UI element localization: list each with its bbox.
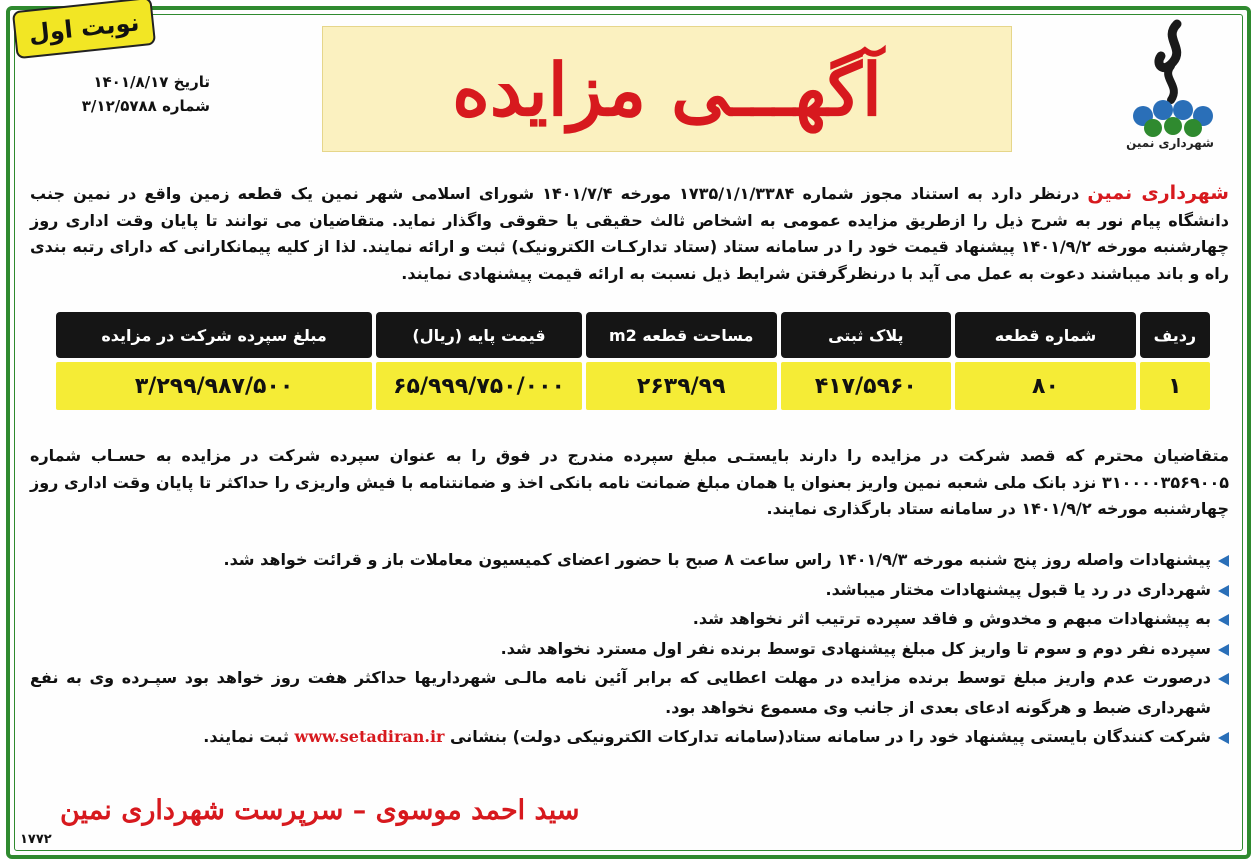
edition-badge: نوبت اول xyxy=(12,0,156,59)
notice-meta xyxy=(40,70,210,118)
table-header: قیمت پایه (ریال) xyxy=(376,312,582,358)
table-cell: ۱ xyxy=(1140,362,1210,410)
last-item-text: شرکت کنندگان بایستی پیشنهاد خود را در سامانه ستاد(سامانه تدارکات الکترونیکی دولت) بنشانی xyxy=(444,727,1211,746)
table-cell: ۳/۲۹۹/۹۸۷/۵۰۰ xyxy=(56,362,372,410)
number-value: ۳/۱۲/۵۷۸۸ xyxy=(81,97,157,115)
signature: سید احمد موسوی – سرپرست شهرداری نمین xyxy=(60,795,580,826)
table-header-row xyxy=(56,312,1210,358)
table-header: مبلغ سپرده شرکت در مزایده xyxy=(56,312,372,358)
page-number: ۱۷۷۲ xyxy=(20,832,52,847)
number-line xyxy=(40,94,210,118)
municipality-logo-icon xyxy=(1115,16,1225,156)
date-label: تاریخ xyxy=(173,73,210,91)
setadiran-link[interactable]: www.setadiran.ir xyxy=(294,727,445,746)
deposit-paragraph: متقاضیان محترم که قصد شرکت در مزایده را دارند بایستـی مبلغ سپرده مندرج در فوق را به عنوان سپرده شرکت در مزایده به حسـاب شماره ۳۱۰۰۰۰۳۵۶۹۰۰۵ نزد بانک ملی شعبه نمین واریز بعنوان یا همان مبلغ ضمانت نامه بانکی اخذ و ضمانتنامه با فیش واریزی را حداکثر تا پایان وقت اداری روز چهارشنبه مورخه ۱۴۰۱/۹/۲ در سامانه ستاد بارگذاری نمایند. xyxy=(30,446,1229,518)
table-cell: ۴۱۷/۵۹۶۰ xyxy=(781,362,952,410)
conditions-list xyxy=(30,545,1229,752)
table-cell: ۸۰ xyxy=(955,362,1136,410)
date-value: ۱۴۰۱/۸/۱۷ xyxy=(93,73,169,91)
intro-paragraph xyxy=(30,180,1229,287)
number-label: شماره xyxy=(162,97,210,115)
table-header: ردیف xyxy=(1140,312,1210,358)
last-item-tail: ثبت نمایند. xyxy=(203,727,295,746)
intro-highlight: شهرداری نمین xyxy=(1087,182,1229,204)
intro-text: درنظر دارد به استناد مجوز شماره ۱۷۳۵/۱/۱/۳۳۸۴ مورخه ۱۴۰۱/۷/۴ شورای اسلامی شهر نمین یک قطعه زمین واقع در نمین جنب دانشگاه پیام نور به شرح ذیل را ازطریق مزایده عمومی به اشخاص ثالث حقیقی یا حقوقی واگذار نماید. متقاضیان می توانند تا پایان وقت اداری روز چهارشنبه مورخه ۱۴۰۱/۹/۲ پیشنهاد قیمت خود را در سامانه ستاد (ستاد تدارکـات الکترونیک) ثبت و ارائه نمایند. لذا از کلیه پیمانکارانی که دارای رتبه بندی راه و باند میباشند دعوت به عمل می آید با درنظرگرفتن شرایط ذیل نسبت به ارائه قیمت پیشنهادی نمایند. xyxy=(30,184,1229,283)
table-cell: ۲۶۳۹/۹۹ xyxy=(586,362,777,410)
date-line xyxy=(40,70,210,94)
list-item: سپرده نفر دوم و سوم تا واریز کل مبلغ پیشنهادی توسط برنده نفر اول مسترد نخواهد شد. xyxy=(30,634,1229,664)
table-header: شماره قطعه xyxy=(955,312,1136,358)
table-header: پلاک ثبتی xyxy=(781,312,952,358)
title-box xyxy=(322,26,1012,152)
logo-caption: شهرداری نمین xyxy=(1126,136,1214,150)
list-item: شهرداری در رد یا قبول پیشنهادات مختار میباشد. xyxy=(30,575,1229,605)
table-header: مساحت قطعه m2 xyxy=(586,312,777,358)
page-title: آگهـــی مزایده xyxy=(452,46,882,132)
table-cell: ۶۵/۹۹۹/۷۵۰/۰۰۰ xyxy=(376,362,582,410)
table-row xyxy=(56,362,1210,410)
list-item: به پیشنهادات مبهم و مخدوش و فاقد سپرده ترتیب اثر نخواهد شد. xyxy=(30,604,1229,634)
list-item xyxy=(30,722,1229,752)
list-item: درصورت عدم واریز مبلغ توسط برنده مزایده در مهلت اعطایی که برابر آئین نامه مالـی شهرداریها حداکثر هفت روز خواهد بود سپـرده وی به نفع شهرداری ضبط و هرگونه ادعای بعدی از جانب وی مسموع نخواهد بود. xyxy=(30,663,1229,722)
list-item: پیشنهادات واصله روز پنج شنبه مورخه ۱۴۰۱/۹/۳ راس ساعت ۸ صبح با حضور اعضای کمیسیون معاملات باز و قرائت خواهد شد. xyxy=(30,545,1229,575)
auction-table xyxy=(52,308,1214,414)
